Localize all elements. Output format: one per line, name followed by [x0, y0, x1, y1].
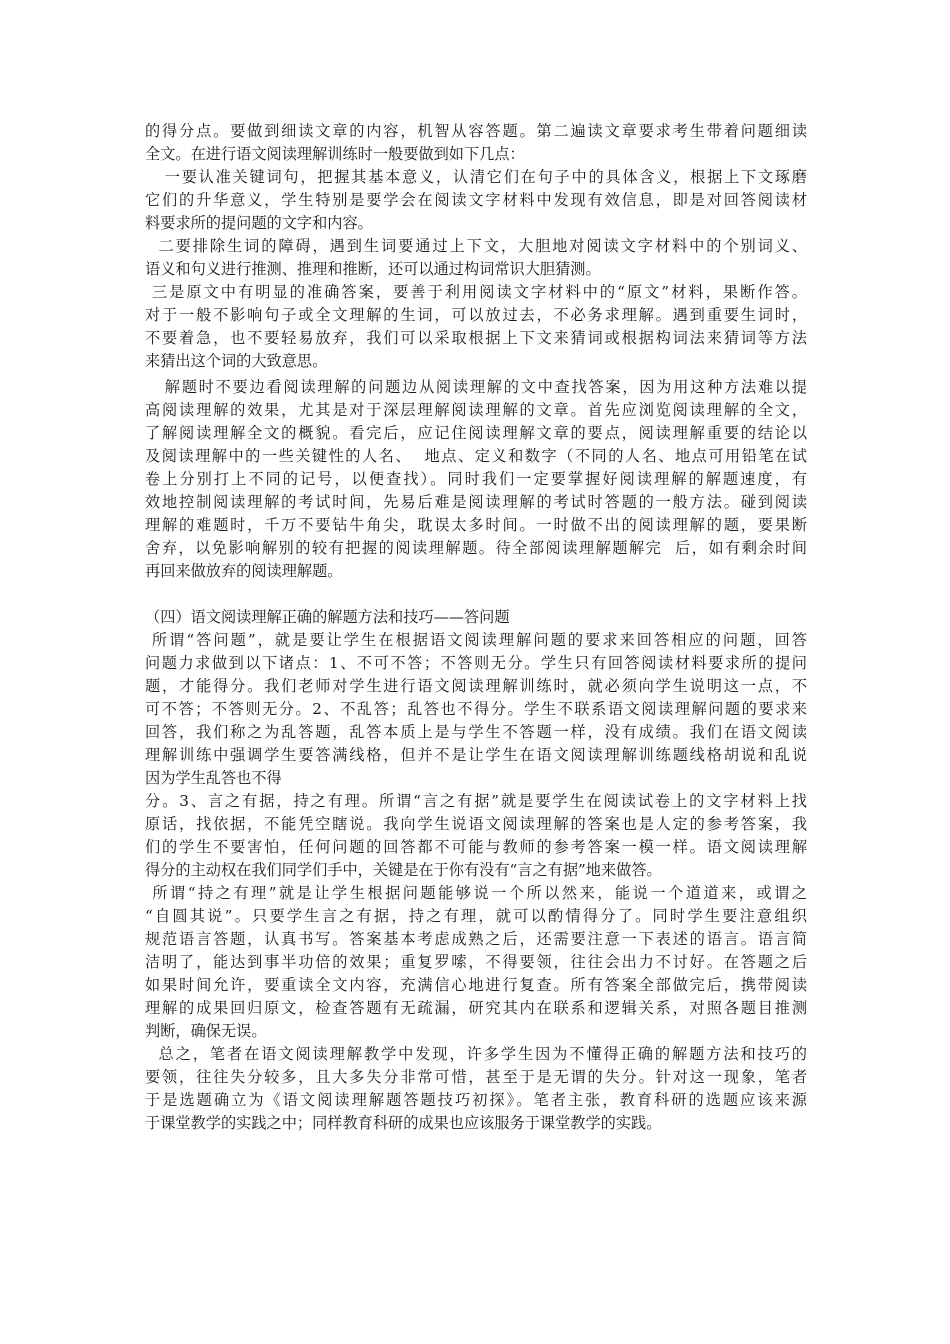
text-line: 它们的升华意义，学生特别是要学会在阅读文字材料中发现有效信息，即是对回答阅读材 — [145, 191, 807, 209]
text-line: 再回来做放弃的阅读理解题。 — [145, 562, 343, 580]
paragraph — [145, 166, 807, 235]
paragraph — [145, 235, 807, 281]
text-line: 判断，确保无误。 — [145, 1022, 267, 1040]
text-line: 三是原文中有明显的准确答案，要善于利用阅读文字材料中的“原文”材料，果断作答。 — [145, 283, 807, 301]
text-line: 于是选题确立为《语文阅读理解题答题技巧初探》。笔者主张，教育科研的选题应该来源 — [145, 1091, 807, 1109]
text-line: 回答，我们称之为乱答题，乱答本质上是与学生不答题一样，没有成绩。我们在语文阅读 — [145, 723, 807, 741]
text-line: 理解的难题时，千万不要钻牛角尖，耽误太多时间。一时做不出的阅读理解的题，要果断 — [145, 516, 807, 534]
text-line: 问题力求做到以下诸点：1、不可不答；不答则无分。学生只有回答阅读材料要求所的提问 — [145, 654, 807, 672]
text-line: 理解的成果回归原文，检查答题有无疏漏，研究其内在联系和逻辑关系，对照各题目推测 — [145, 999, 807, 1017]
text-line: “自圆其说”。只要学生言之有据，持之有理，就可以酌情得分了。同时学生要注意组织 — [145, 907, 807, 925]
text-line: 所谓“答问题”，就是要让学生在根据语文阅读理解问题的要求来回答相应的问题，回答 — [145, 631, 807, 649]
text-line: 理解训练中强调学生要答满线格，但并不是让学生在语文阅读理解训练题线格胡说和乱说 — [145, 746, 807, 764]
text-line: 一要认准关键词句，把握其基本意义，认清它们在句子中的具体含义，根据上下文琢磨 — [145, 168, 807, 186]
text-line: 要领，往往失分较多，且大多失分非常可惜，甚至于是无谓的失分。针对这一现象，笔者 — [145, 1068, 807, 1086]
paragraph — [145, 120, 807, 166]
document-page — [145, 120, 807, 1135]
paragraph — [145, 629, 807, 790]
text-line: 洁明了，能达到事半功倍的效果；重复罗嗦，不得要领，往往会出力不讨好。在答题之后 — [145, 953, 807, 971]
paragraph — [145, 790, 807, 882]
text-line: 如果时间允许，要重读全文内容，充满信心地进行复查。所有答案全部做完后，携带阅读 — [145, 976, 807, 994]
text-line: 效地控制阅读理解的考试时间，先易后难是阅读理解的考试时答题的一般方法。碰到阅读 — [145, 493, 807, 511]
blank-line — [145, 583, 807, 606]
text-line: 所谓“持之有理”就是让学生根据问题能够说一个所以然来，能说一个道道来，或谓之 — [145, 884, 807, 902]
text-line: 总之，笔者在语文阅读理解教学中发现，许多学生因为不懂得正确的解题方法和技巧的 — [145, 1045, 807, 1063]
paragraph — [145, 1043, 807, 1135]
paragraph — [145, 376, 807, 583]
text-line: 了解阅读理解全文的概貌。看完后，应记住阅读理解文章的要点，阅读理解重要的结论以 — [145, 424, 807, 442]
text-line: 来猜出这个词的大致意思。 — [145, 352, 328, 370]
text-line: 高阅读理解的效果，尤其是对于深层理解阅读理解的文章。首先应浏览阅读理解的全文， — [145, 401, 807, 419]
text-line: 们的学生不要害怕，任何问题的回答都不可能与教师的参考答案一模一样。语文阅读理解 — [145, 838, 807, 856]
text-line: 原话，找依据，不能凭空瞎说。我向学生说语文阅读理解的答案也是人定的参考答案，我 — [145, 815, 807, 833]
text-line: 全文。在进行语文阅读理解训练时一般要做到如下几点： — [145, 145, 525, 163]
text-line: 卷上分别打上不同的记号，以便查找）。同时我们一定要掌握好阅读理解的解题速度，有 — [145, 470, 807, 488]
text-line: 因为学生乱答也不得 — [145, 769, 282, 787]
text-line: 二要排除生词的障碍，遇到生词要通过上下文，大胆地对阅读文字材料中的个别词义、 — [145, 237, 807, 255]
text-line: 得分的主动权在我们同学们手中，关键是在于你有没有“言之有据”地来做答。 — [145, 861, 662, 879]
section-heading: （四）语文阅读理解正确的解题方法和技巧——答问题 — [145, 608, 510, 626]
text-line: 题，才能得分。我们老师对学生进行语文阅读理解训练时，就必须向学生说明这一点，不 — [145, 677, 807, 695]
text-line: 不要着急，也不要轻易放弃，我们可以采取根据上下文来猜词或根据构词法来猜词等方法 — [145, 329, 807, 347]
text-line: 可不答；不答则无分。2、不乱答；乱答也不得分。学生不联系语文阅读理解问题的要求来 — [145, 700, 807, 718]
text-line: 的得分点。要做到细读文章的内容，机智从容答题。第二遍读文章要求考生带着问题细读 — [145, 122, 807, 140]
text-line: 舍弃，以免影响解别的较有把握的阅读理解题。待全部阅读理解题解完 后，如有剩余时间 — [145, 539, 807, 557]
text-line: 对于一般不影响句子或全文理解的生词，可以放过去，不必务求理解。遇到重要生词时， — [145, 306, 807, 324]
text-line: 及阅读理解中的一些关键性的人名、 地点、定义和数字（不同的人名、地点可用铅笔在试 — [145, 447, 807, 465]
paragraph — [145, 882, 807, 1043]
paragraph — [145, 281, 807, 373]
text-line: 分。3、言之有据，持之有理。所谓“言之有据”就是要学生在阅读试卷上的文字材料上找 — [145, 792, 807, 810]
text-line: 解题时不要边看阅读理解的问题边从阅读理解的文中查找答案，因为用这种方法难以提 — [145, 378, 807, 396]
text-line: 规范语言答题，认真书写。答案基本考虑成熟之后，还需要注意一下表述的语言。语言简 — [145, 930, 807, 948]
text-line: 料要求所的提问题的文字和内容。 — [145, 214, 373, 232]
text-line: 语义和句义进行推测、推理和推断，还可以通过构词常识大胆猜测。 — [145, 260, 601, 278]
text-line: 于课堂教学的实践之中；同样教育科研的成果也应该服务于课堂教学的实践。 — [145, 1114, 662, 1132]
